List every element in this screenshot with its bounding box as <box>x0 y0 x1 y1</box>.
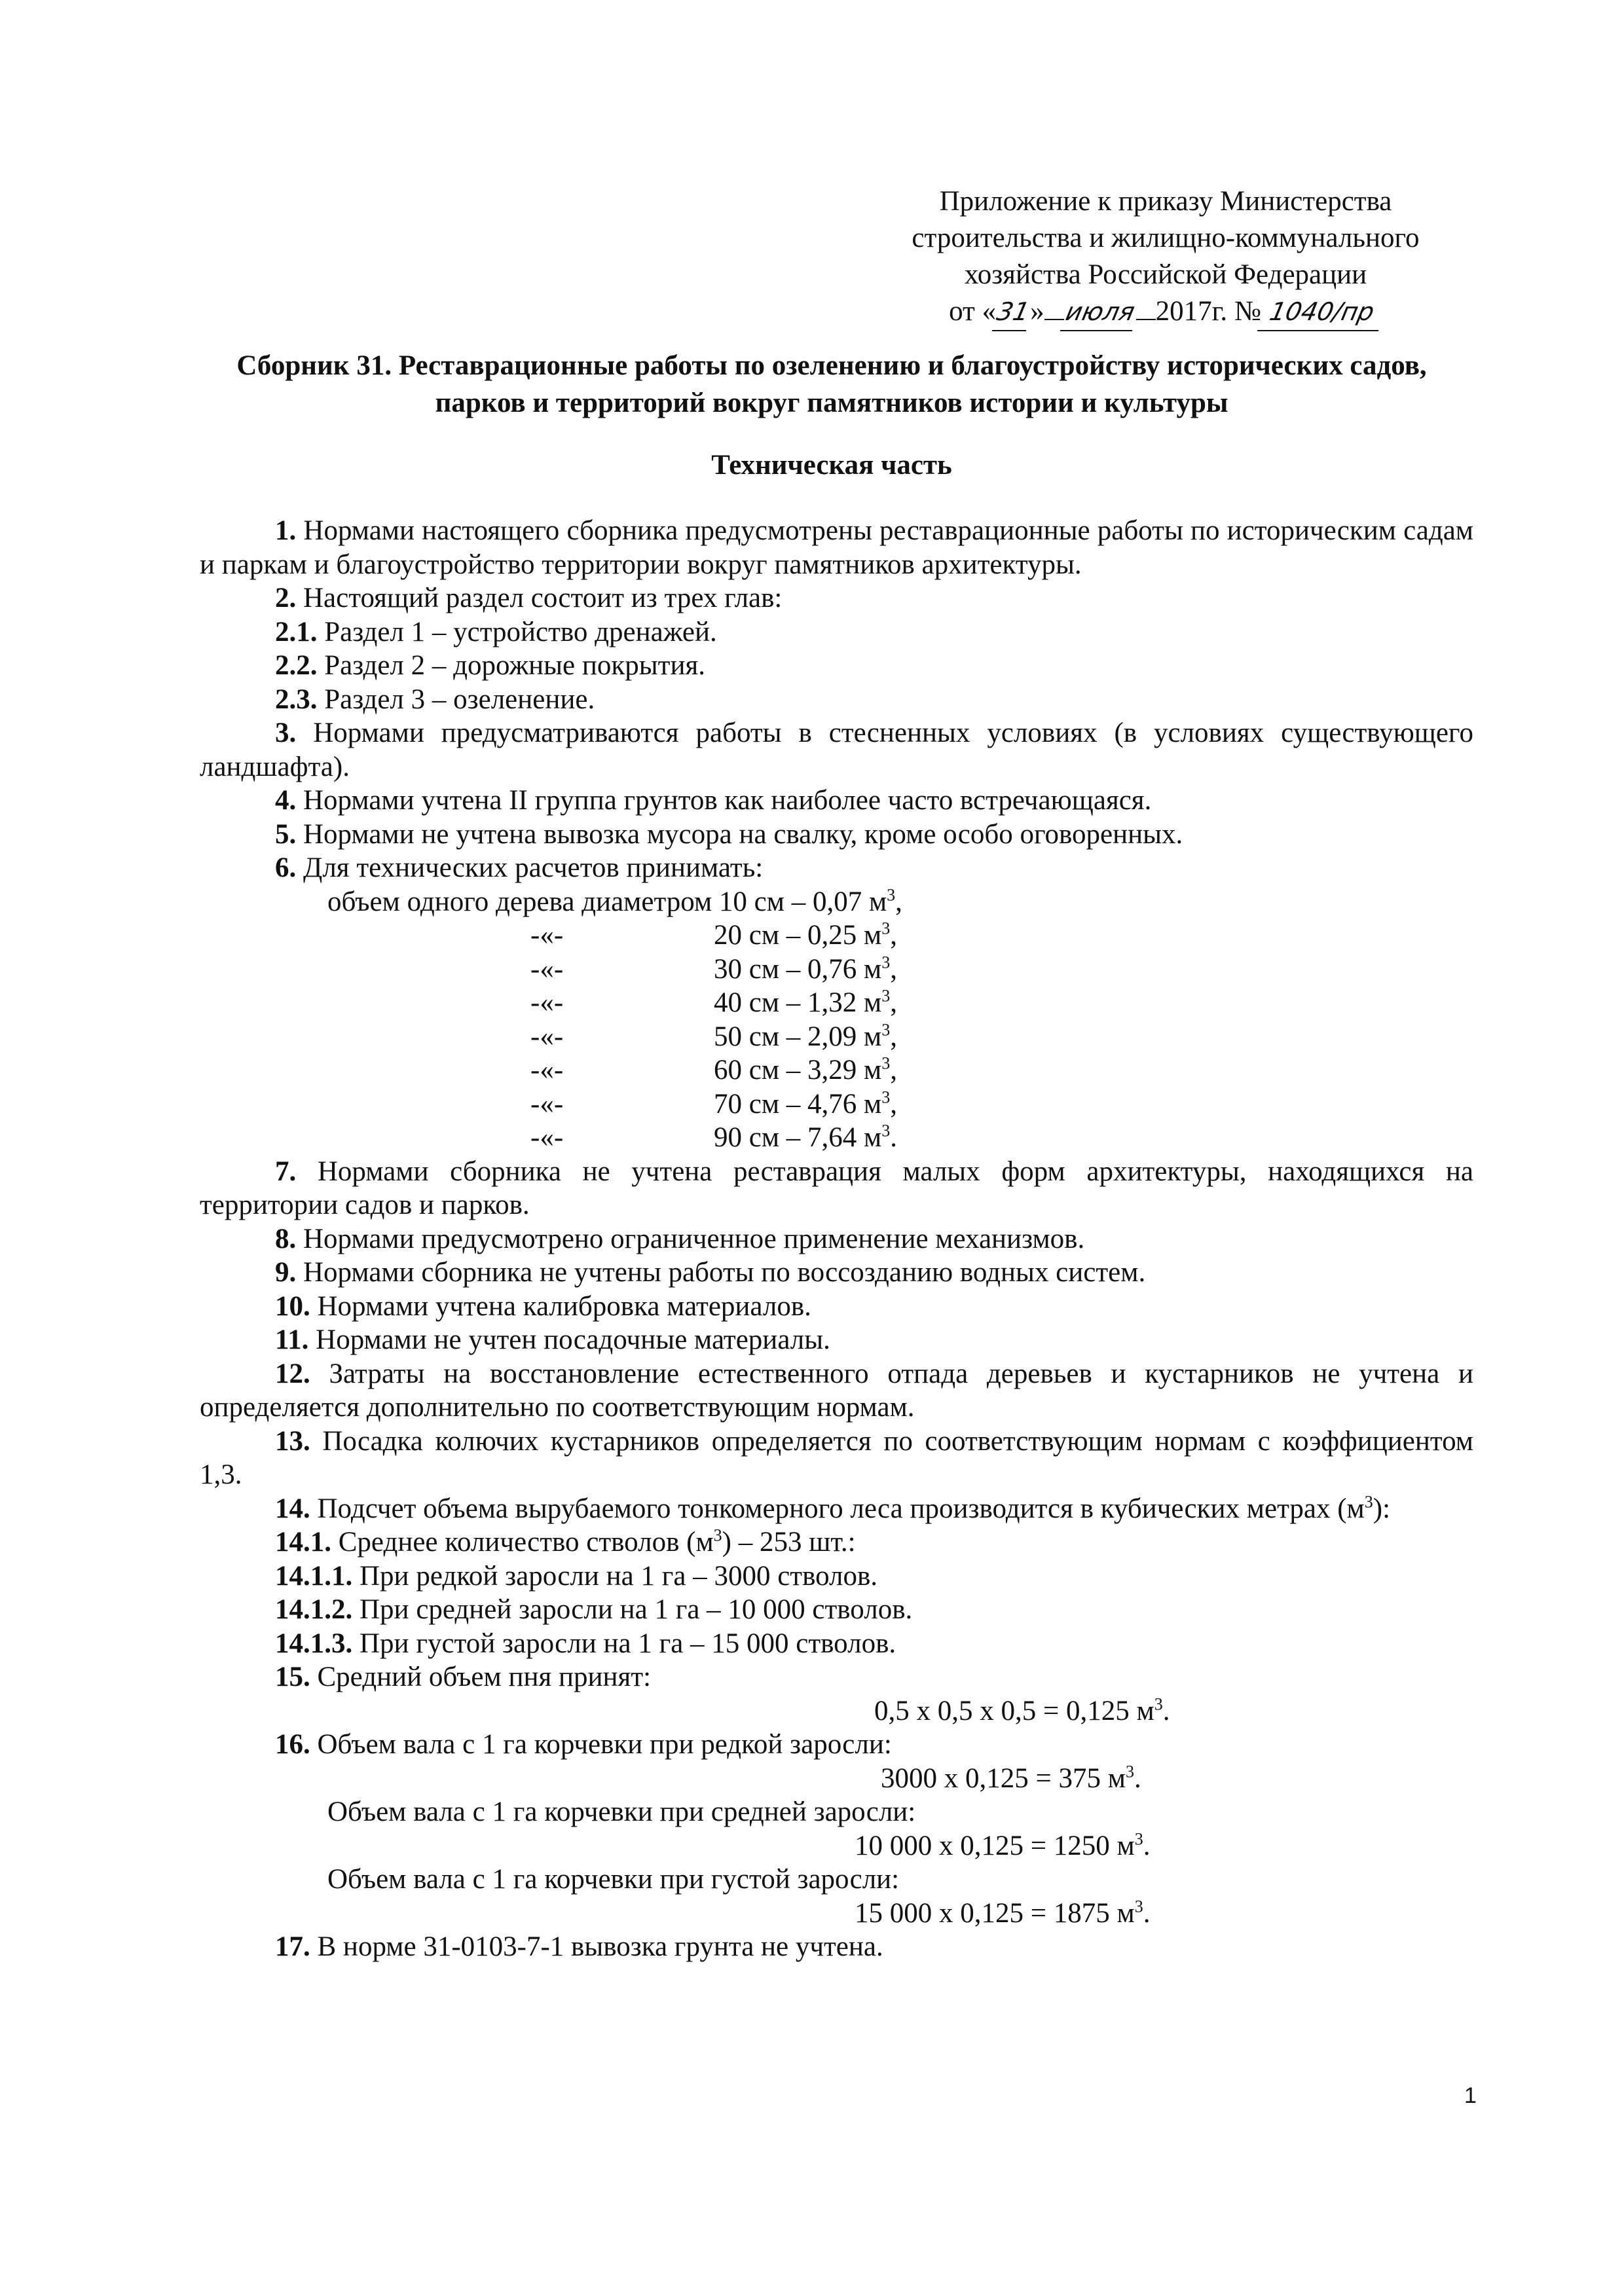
item-number: 8. <box>275 1223 297 1254</box>
item-text: При средней заросли на 1 га – 10 000 стволов. <box>352 1594 913 1625</box>
list-item <box>200 716 1473 784</box>
item-number: 1. <box>275 515 297 546</box>
item-text: Нормами учтена II группа грунтов как наиболее часто встречающаяся. <box>296 785 1152 816</box>
list-item <box>200 615 1473 649</box>
item-text: В норме 31-0103-7-1 вывозка грунта не учтена. <box>310 1931 883 1962</box>
list-item <box>200 514 1473 581</box>
item-text: Нормами не учтен посадочные материалы. <box>308 1324 830 1355</box>
volume-value: 90 см – 7,64 м <box>714 1122 882 1153</box>
volume-value: 60 см – 3,29 м <box>714 1055 882 1085</box>
item-number: 4. <box>275 785 297 816</box>
date-day-suffix: » <box>1030 296 1044 327</box>
blank-line <box>1044 319 1064 320</box>
handwritten-order-number: 1040/пр <box>1257 293 1386 331</box>
item-text: Нормами настоящего сборника предусмотрены реставрационные работы по историческим садам и паркам и благоустройство территории вокруг памятников архитектуры. <box>200 515 1473 580</box>
tree-volume-row: -«- 40 см – 1,32 $м^3$, <box>200 986 1473 1020</box>
list-item <box>200 1155 1473 1222</box>
handwritten-day: 31 <box>992 293 1034 331</box>
item-text: Нормами сборника не учтена реставрация малых форм архитектуры, находящихся на территории садов и парков. <box>200 1156 1473 1220</box>
formula: 0,5 х 0,5 х 0,5 = 0,125 $м^3$. <box>874 1694 1170 1726</box>
tree-volume-row: -«- 30 см – 0,76 $м^3$, <box>200 953 1473 987</box>
tree-volume-lead: объем одного дерева диаметром 10 см – 0,07 $м^3$, <box>327 885 902 917</box>
volume-value: 70 см – 4,76 м <box>714 1088 882 1120</box>
list-item <box>200 649 1473 683</box>
tree-volume-row: -«- 50 см – 2,09 $м^3$, <box>200 1020 1473 1054</box>
header-line: Приложение к приказу Министерства <box>939 186 1392 217</box>
item-number: 14.1.2. <box>275 1594 353 1625</box>
item-number: 2.1. <box>275 616 318 647</box>
item-number: 14.1.1. <box>275 1560 353 1592</box>
item-text: При густой заросли на 1 га – 15 000 стволов. <box>352 1628 896 1659</box>
ditto-mark: -«- <box>530 920 564 951</box>
collection-title: Сборник 31. Реставрационные работы по озеленению и благоустройству исторических садов, парков и территорий вокруг памятников истории и культуры <box>236 350 1427 418</box>
order-date-line <box>851 293 1480 331</box>
item-number: 10. <box>275 1290 310 1322</box>
item-text: Настоящий раздел состоит из трех глав: <box>296 583 783 613</box>
formula: 3000 х 0,125 = 375 $м^3$. <box>881 1762 1141 1794</box>
approval-header <box>851 183 1480 331</box>
list-item <box>200 784 1473 818</box>
document-body <box>200 514 1473 1964</box>
item-text: При редкой заросли на 1 га – 3000 стволов. <box>352 1560 878 1592</box>
item-number: 14.1. <box>275 1527 331 1558</box>
item-number: 3. <box>275 718 297 748</box>
list-item <box>200 1222 1473 1256</box>
list-item <box>200 581 1473 615</box>
formula: 10 000 х 0,125 = 1250 $м^3$. <box>855 1829 1151 1861</box>
blank-line <box>1136 319 1156 320</box>
ditto-mark: -«- <box>530 1088 564 1120</box>
tree-volume-row: -«- 60 см – 3,29 $м^3$, <box>200 1053 1473 1087</box>
item-number: 2.3. <box>275 683 318 715</box>
section-title: Техническая часть <box>711 450 952 481</box>
list-item <box>200 1323 1473 1357</box>
item-text: Нормами предусматриваются работы в стесненных условиях (в условиях существующего ландшафта). <box>200 718 1473 782</box>
header-line: хозяйства Российской Федерации <box>964 259 1367 290</box>
handwritten-month: июля <box>1060 293 1139 331</box>
list-item <box>200 818 1473 852</box>
ditto-mark: -«- <box>530 1122 564 1153</box>
list-item <box>200 1357 1473 1425</box>
volume-value: 30 см – 0,76 м <box>714 953 882 985</box>
item-number: 16. <box>275 1729 310 1760</box>
item-text: Нормами не учтена вывозка мусора на свалку, кроме особо оговоренных. <box>296 818 1183 850</box>
item-number: 7. <box>275 1156 297 1187</box>
ditto-mark: -«- <box>530 1021 564 1052</box>
item-number: 9. <box>275 1257 297 1288</box>
item-text: Для технических расчетов принимать: <box>296 852 764 883</box>
list-item <box>200 683 1473 717</box>
list-item: 14. Подсчет объема вырубаемого тонкомерного леса производится в кубических метрах $(м^3)$: <box>275 1492 1391 1524</box>
ditto-mark: -«- <box>530 1055 564 1085</box>
item-text: Средний объем пня принят: <box>310 1662 652 1692</box>
item-number: 12. <box>275 1358 310 1389</box>
item-text: Раздел 3 – озеленение. <box>317 683 595 715</box>
date-year-text: 2017г. № <box>1155 296 1261 327</box>
item-number: 5. <box>275 818 297 850</box>
list-item <box>200 1660 1473 1694</box>
item-number: 15. <box>275 1662 310 1692</box>
list-item: 14.1. Среднее количество стволов $(м^3) - 253$ шт.: <box>275 1525 856 1558</box>
tree-volume-row: -«- 20 см – 0,25 $м^3$, <box>200 919 1473 953</box>
item-number: 6. <box>275 852 297 883</box>
volume-value: 50 см – 2,09 м <box>714 1021 882 1052</box>
list-item <box>200 1559 1473 1594</box>
item-text: Раздел 2 – дорожные покрытия. <box>317 650 706 681</box>
item-number: 11. <box>275 1324 309 1355</box>
item-number: 2. <box>275 583 297 613</box>
page-number: 1 <box>1464 2083 1477 2108</box>
formula: 15 000 х 0,125 = 1875 $м^3$. <box>855 1897 1151 1929</box>
ditto-mark: -«- <box>530 953 564 985</box>
item-number: 13. <box>275 1425 310 1457</box>
list-item <box>200 1256 1473 1290</box>
item-text: Затраты на восстановление естественного отпада деревьев и кустарников не учтена и определяется дополнительно по соответствующим нормам. <box>200 1358 1473 1423</box>
sub-paragraph: Объем вала с 1 га корчевки при густой заросли: <box>327 1864 900 1895</box>
header-line: строительства и жилищно-коммунального <box>912 223 1420 253</box>
item-text: Раздел 1 – устройство дренажей. <box>317 616 717 647</box>
ditto-mark: -«- <box>530 987 564 1018</box>
list-item <box>200 1425 1473 1492</box>
date-prefix: от « <box>949 296 997 327</box>
tree-volume-row: -«- 90 см – 7,64 $м^3$. <box>200 1121 1473 1155</box>
item-text: Нормами сборника не учтены работы по воссозданию водных систем. <box>296 1257 1146 1288</box>
list-item <box>200 1290 1473 1324</box>
sub-paragraph: Объем вала с 1 га корчевки при средней заросли: <box>327 1796 916 1827</box>
item-text: Нормами предусмотрено ограниченное применение механизмов. <box>296 1223 1085 1254</box>
volume-value: 20 см – 0,25 м <box>714 920 882 951</box>
item-text: Объем вала с 1 га корчевки при редкой заросли: <box>310 1729 892 1760</box>
item-number: 17. <box>275 1931 310 1962</box>
item-text: Посадка колючих кустарников определяется по соответствующим нормам с коэффициентом 1,3. <box>200 1425 1473 1490</box>
item-number: 2.2. <box>275 650 318 681</box>
item-number: 14. <box>275 1493 310 1524</box>
list-item <box>200 851 1473 885</box>
list-item <box>200 1593 1473 1627</box>
list-item <box>200 1728 1473 1762</box>
tree-volume-row: -«- 70 см – 4,76 $м^3$, <box>200 1087 1473 1121</box>
list-item <box>200 1627 1473 1661</box>
volume-value: 40 см – 1,32 м <box>714 987 882 1018</box>
item-number: 14.1.3. <box>275 1628 353 1659</box>
item-text: Нормами учтена калибровка материалов. <box>310 1290 811 1322</box>
list-item <box>200 1930 1473 1964</box>
